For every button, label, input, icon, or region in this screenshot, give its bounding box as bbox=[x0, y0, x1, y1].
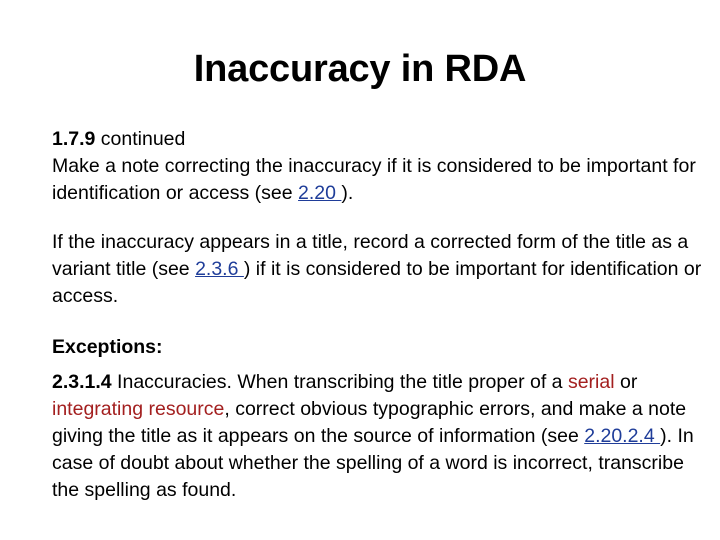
paragraph-text: Inaccuracies. When transcribing the title proper of a bbox=[111, 371, 568, 393]
paragraph-text: ) if it is considered to be important for identification or access. bbox=[52, 258, 702, 307]
exception-rule-number: 2.3.1.4 bbox=[52, 371, 112, 393]
paragraph-text: ). bbox=[341, 182, 354, 204]
paragraph-note-correction bbox=[52, 153, 702, 207]
rule-heading-label: continued bbox=[95, 128, 186, 150]
paragraph-text: If the inaccuracy appears in a title, record a corrected form of the title as a variant title (see bbox=[52, 231, 689, 280]
slide-body bbox=[52, 126, 702, 504]
exceptions-heading: Exceptions: bbox=[52, 336, 163, 358]
rule-link-2-20[interactable]: 2.20 bbox=[298, 182, 342, 204]
paragraph-text: Make a note correcting the inaccuracy if it is considered to be important for identification or access (see bbox=[52, 155, 696, 204]
rule-link-2-3-6[interactable]: 2.3.6 bbox=[195, 258, 244, 280]
paragraph-text: , correct obvious typographic errors, and make a note giving the title as it appears on the source of information (see bbox=[52, 398, 687, 447]
glossary-term-serial[interactable]: serial bbox=[567, 371, 615, 393]
paragraph-text: ). In case of doubt about whether the spelling of a word is incorrect, transcribe the spelling as found. bbox=[52, 425, 694, 501]
slide-title: Inaccuracy in RDA bbox=[193, 48, 527, 90]
paragraph-exception bbox=[52, 369, 702, 504]
rule-link-2-20-2-4[interactable]: 2.20.2.4 bbox=[584, 425, 661, 447]
rule-heading bbox=[52, 126, 702, 153]
paragraph-text: or bbox=[614, 371, 638, 393]
glossary-term-integrating-resource[interactable]: integrating resource bbox=[52, 398, 225, 420]
paragraph-variant-title bbox=[52, 229, 702, 310]
rule-number: 1.7.9 bbox=[52, 128, 96, 150]
